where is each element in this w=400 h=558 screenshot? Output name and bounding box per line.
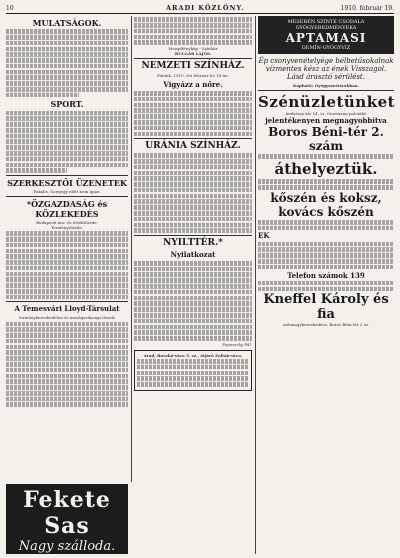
play-title: Vigyázz a nőre. [163, 80, 223, 90]
column-2 [134, 16, 252, 391]
koszen-label: kőszén és koksz, [270, 190, 382, 205]
kneffel-subheading: szénnagykereskedése, Boros Béni-tér 2 sz. [282, 322, 370, 328]
szenuzlet-heading: Szénüzletünket [258, 93, 396, 111]
aptamasi-ad [258, 16, 394, 54]
aptamasi-top: MESEBÉN SZINTE CSODÁLA GYÓGYEREDMÉNYEKA [287, 19, 365, 31]
ek-label: EK [258, 231, 270, 241]
mulatsagok-heading: MULATSÁGOK. [32, 18, 102, 28]
telefon-label: Telefon számok 139 [287, 270, 365, 280]
szen-address: Andrássy-tér 14. sz. Gerrmann-palotábó [285, 111, 367, 116]
nyilatkozat-heading: Nyilatkozat [170, 249, 216, 259]
page-header [6, 4, 394, 14]
fekete-sas-subtitle: Nagy szálloda. [18, 539, 116, 554]
bulgar-label: BULGÁR LAJOS. [174, 51, 212, 57]
cast-list [134, 91, 252, 136]
mulatsagok-body [6, 29, 128, 97]
sport-body [6, 111, 128, 173]
nyilttere-heading: NYILTTÉR.* [163, 237, 223, 248]
issue-date: 1910. február 19. [340, 5, 394, 12]
script-ad-text: Ép csonyvenételyége bélbetűsokalnak vízmentes kész az ének Visszagol. Lásd árasztó sérülést. [258, 57, 394, 81]
signature: Popovszky Pál. [222, 341, 252, 347]
lloyd-table [6, 322, 128, 408]
newspaper-title: ARADI KÖZLÖNY. [166, 4, 245, 12]
aptamasi-title: APTAMASI [285, 31, 367, 45]
arad-ad [134, 350, 252, 391]
szerkesztoi-note: Pakalis. Sorsjegy előtt nem igazi. [33, 188, 101, 194]
nemzeti-date: Péntek, 1910. évi február hó 18-án: [157, 73, 229, 79]
fekete-sas-ad [6, 484, 128, 554]
mozgo-label: Mozgófénykép - Színház [168, 46, 218, 52]
termeny-heading: Terménytőzsde. [50, 224, 83, 230]
nyilatkozat-body [134, 261, 252, 341]
kovacs-label: kovács kőszén [278, 204, 374, 219]
sport-heading: SPORT. [50, 99, 84, 110]
kaphato-label: Kapható: Gyógyszertárakban. [292, 83, 360, 88]
urania-body [134, 153, 252, 233]
athelyeztuk-label: áthelyeztük. [274, 159, 378, 178]
page-number: 10 [6, 5, 14, 12]
urania-heading: URÁNIA SZÍNHÁZ. [145, 141, 241, 152]
gazdasag-subheading: Budapesti áru- és értéktőzsde. [36, 219, 98, 225]
column-rule-1 [131, 16, 132, 482]
aptamasi-sub: DEMÍN-GYÓGYVIZ [301, 45, 351, 51]
lloyd-heading: A Temesvári Lloyd-Társulat [14, 304, 120, 314]
gazdasag-heading: *ÖZGAZDASÁG és KÖZLEKEDÉS [26, 198, 108, 219]
arad-ad-address: Arad, Boczkó-utca 5. sz., átjáró Zoltán-utca. [143, 352, 243, 358]
column-1 [6, 16, 128, 408]
jelentekeny-label: jelentékenyen megnagyobbítva [265, 116, 387, 125]
nemzeti-heading: NEMZETI SZÍNHÁZ. [141, 61, 245, 72]
kneffel-heading: Kneffel Károly és fia [263, 292, 389, 323]
boros-address: Boros Béni-tér 2. szám [268, 125, 384, 153]
column2-intro [134, 17, 252, 45]
market-table [6, 231, 128, 299]
lloyd-subheading: terménykereskedelmi és mezőgazdasági tőzsde [18, 315, 116, 321]
szerkesztoi-heading: SZERKESZTŐI ÜZENETEK [7, 177, 127, 188]
fekete-sas-title: Fekete Sas [23, 487, 111, 539]
column-3 [258, 16, 394, 327]
column-rule-2 [255, 16, 256, 554]
